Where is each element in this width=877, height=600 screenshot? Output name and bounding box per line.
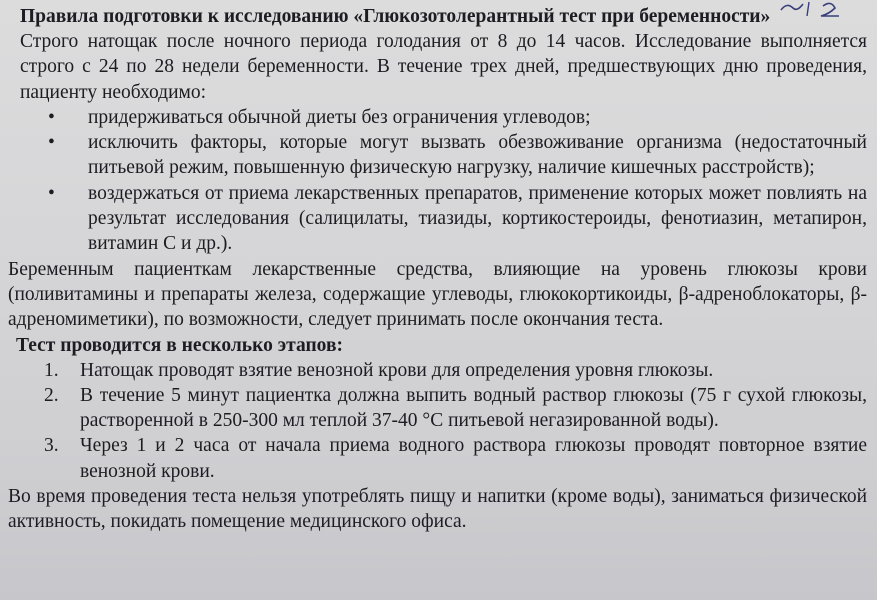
steps-heading: Тест проводится в несколько этапов: — [16, 334, 343, 356]
document-title: Правила подготовки к исследованию «Глюкозотолерантный тест при беременности» — [20, 6, 771, 27]
list-item — [48, 130, 867, 181]
closing-paragraph: Во время проведения теста нельзя употреблять пищу и напитки (кроме воды), заниматься физической активность, покидать помещение медицинского офиса. — [8, 486, 867, 533]
step-number: 2. — [44, 384, 59, 406]
list-item — [44, 433, 867, 484]
step-number: 1. — [44, 359, 59, 381]
list-item — [48, 181, 867, 257]
bullet-marker: • — [48, 106, 55, 128]
step-number: 3. — [44, 435, 59, 457]
list-item-text: исключить факторы, которые могут вызвать обезвоживание организма (недостаточный питьевой режим, повышенную физическую нагрузку, наличие кишечных расстройств); — [88, 132, 867, 179]
medications-paragraph: Беременным пациенткам лекарственные средства, влияющие на уровень глюкозы крови (поливитамины и препараты железа, содержащие углеводы, глюкокортикоиды, β-адреноблокаторы, β-адреномиметики), по возможности, следует принимать после окончания теста. — [8, 258, 867, 331]
preparation-list — [8, 105, 867, 257]
step-text: Натощак проводят взятие венозной крови для определения уровня глюкозы. — [80, 359, 714, 381]
bullet-marker: • — [48, 182, 55, 204]
step-text: В течение 5 минут пациентка должна выпить водный раствор глюкозы (75 г сухой глюкозы, растворенной в 250-300 мл теплой 37-40 °С питьевой негазированной воды). — [80, 384, 867, 432]
intro-paragraph: Строго натощак после ночного периода голодания от 8 до 14 часов. Исследование выполняется строго с 24 по 28 недели беременности. В течение трех дней, предшествующих дню проведения, пациенту необходимо: — [20, 31, 867, 103]
list-item — [44, 358, 867, 383]
bullet-marker: • — [48, 132, 55, 154]
list-item-text: воздержаться от приема лекарственных препаратов, применение которых может повлиять на результат исследования (салицилаты, тиазиды, кортикостероиды, фенотиазин, метапирон, витамин С и др.). — [88, 182, 867, 255]
steps-list — [8, 358, 867, 484]
handwritten-pen-mark — [779, 0, 849, 18]
list-item — [44, 383, 867, 434]
step-text: Через 1 и 2 часа от начала приема водного раствора глюкозы проводят повторное взятие венозной крови. — [80, 435, 867, 482]
list-item — [48, 105, 867, 130]
list-item-text: придерживаться обычной диеты без ограничения углеводов; — [88, 106, 591, 128]
